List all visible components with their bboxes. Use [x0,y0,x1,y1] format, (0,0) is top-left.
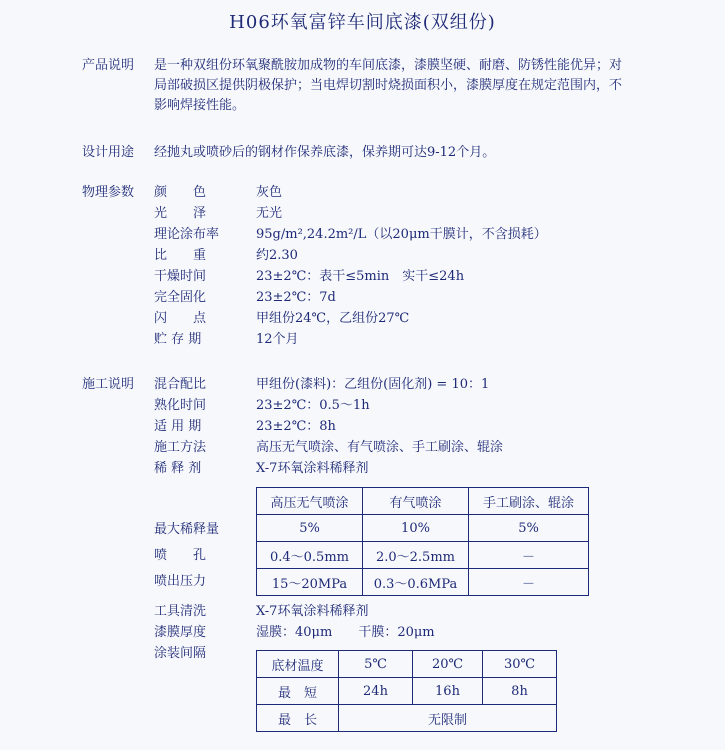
phys-key-cure: 完全固化 [154,290,207,305]
method-cell: 2.0～2.5mm [363,542,469,569]
interval-temp: 20℃ [413,651,483,678]
app-key-potlife: 适 用 期 [154,419,202,434]
phys-val-density: 约2.30 [256,248,298,263]
method-header-airless: 高压无气喷涂 [257,488,363,515]
usage-label: 设计用途 [82,145,135,160]
phys-key-coverage: 理论涂布率 [154,227,220,242]
method-cell: 15～20MPa [257,569,363,596]
phys-key-density: 比 重 [154,248,207,263]
phys-val-cure: 23±2℃：7d [256,290,336,305]
method-row-label-thinning: 最大稀释量 [154,522,220,537]
method-cell: 0.3～0.6MPa [363,569,469,596]
app-key-cleaning: 工具清洗 [154,604,207,619]
method-cell: 0.4～0.5mm [257,542,363,569]
page-title: H06环氧富锌车间底漆(双组份) [229,12,496,33]
phys-key-gloss: 光 泽 [154,206,207,221]
app-key-ratio: 混合配比 [154,377,207,392]
interval-min-value: 8h [483,678,557,705]
interval-table [256,650,557,732]
method-cell: 5% [469,515,589,542]
method-cell: 10% [363,515,469,542]
app-key-thinner: 稀 释 剂 [154,461,202,476]
interval-min-value: 16h [413,678,483,705]
usage-text: 经抛丸或喷砂后的钢材作保养底漆，保养期可达9-12个月。 [154,145,496,160]
app-val-cleaning: X-7环氧涂料稀释剂 [256,604,369,619]
phys-val-flash: 甲组份24℃，乙组份27℃ [256,311,410,326]
phys-key-drying: 干燥时间 [154,269,207,284]
interval-min-label: 最 短 [257,678,339,705]
phys-key-storage: 贮 存 期 [154,332,202,347]
phys-val-gloss: 无光 [256,206,283,221]
app-val-ratio: 甲组份(漆料)：乙组份(固化剂) = 10：1 [256,377,490,392]
product-line-3: 影响焊接性能。 [154,98,246,113]
app-key-thickness: 漆膜厚度 [154,625,207,640]
app-val-thickness: 湿膜：40μm 干膜：20μm [256,625,435,640]
interval-min-value: 24h [339,678,413,705]
phys-val-color: 灰色 [256,185,283,200]
interval-header-label: 底材温度 [257,651,339,678]
app-val-induction: 23±2℃：0.5～1h [256,398,370,413]
interval-temp: 5℃ [339,651,413,678]
product-line-1: 是一种双组份环氧聚酰胺加成物的车间底漆，漆膜坚硬、耐磨、防锈性能优异；对 [154,58,623,73]
interval-max-label: 最 长 [257,705,339,732]
method-cell: － [469,542,589,569]
phys-val-storage: 12个月 [256,332,299,347]
method-row-label-pressure: 喷出压力 [154,574,207,589]
app-key-interval: 涂装间隔 [154,646,207,661]
method-cell: － [469,569,589,596]
method-table [256,487,589,596]
phys-key-flash: 闪 点 [154,311,207,326]
method-header-air: 有气喷涂 [363,488,469,515]
method-cell: 5% [257,515,363,542]
app-val-method: 高压无气喷涂、有气喷涂、手工刷涂、辊涂 [256,440,504,455]
interval-temp: 30℃ [483,651,557,678]
interval-max-value: 无限制 [339,705,557,732]
app-val-potlife: 23±2℃：8h [256,419,336,434]
physical-label: 物理参数 [82,185,135,200]
product-label: 产品说明 [82,58,135,73]
app-key-method: 施工方法 [154,440,207,455]
phys-val-drying: 23±2℃：表干≤5min 实干≤24h [256,269,465,284]
app-val-thinner: X-7环氧涂料稀释剂 [256,461,369,476]
method-row-label-nozzle: 喷 孔 [154,548,207,563]
method-header-brush: 手工刷涂、辊涂 [469,488,589,515]
phys-key-color: 颜 色 [154,185,207,200]
product-line-2: 局部破损区提供阴极保护；当电焊切割时烧损面积小，漆膜厚度在规定范围内，不 [154,78,623,93]
application-label: 施工说明 [82,377,135,392]
phys-val-coverage: 95g/m²,24.2m²/L（以20μm干膜计，不含损耗） [256,227,547,242]
app-key-induction: 熟化时间 [154,398,207,413]
